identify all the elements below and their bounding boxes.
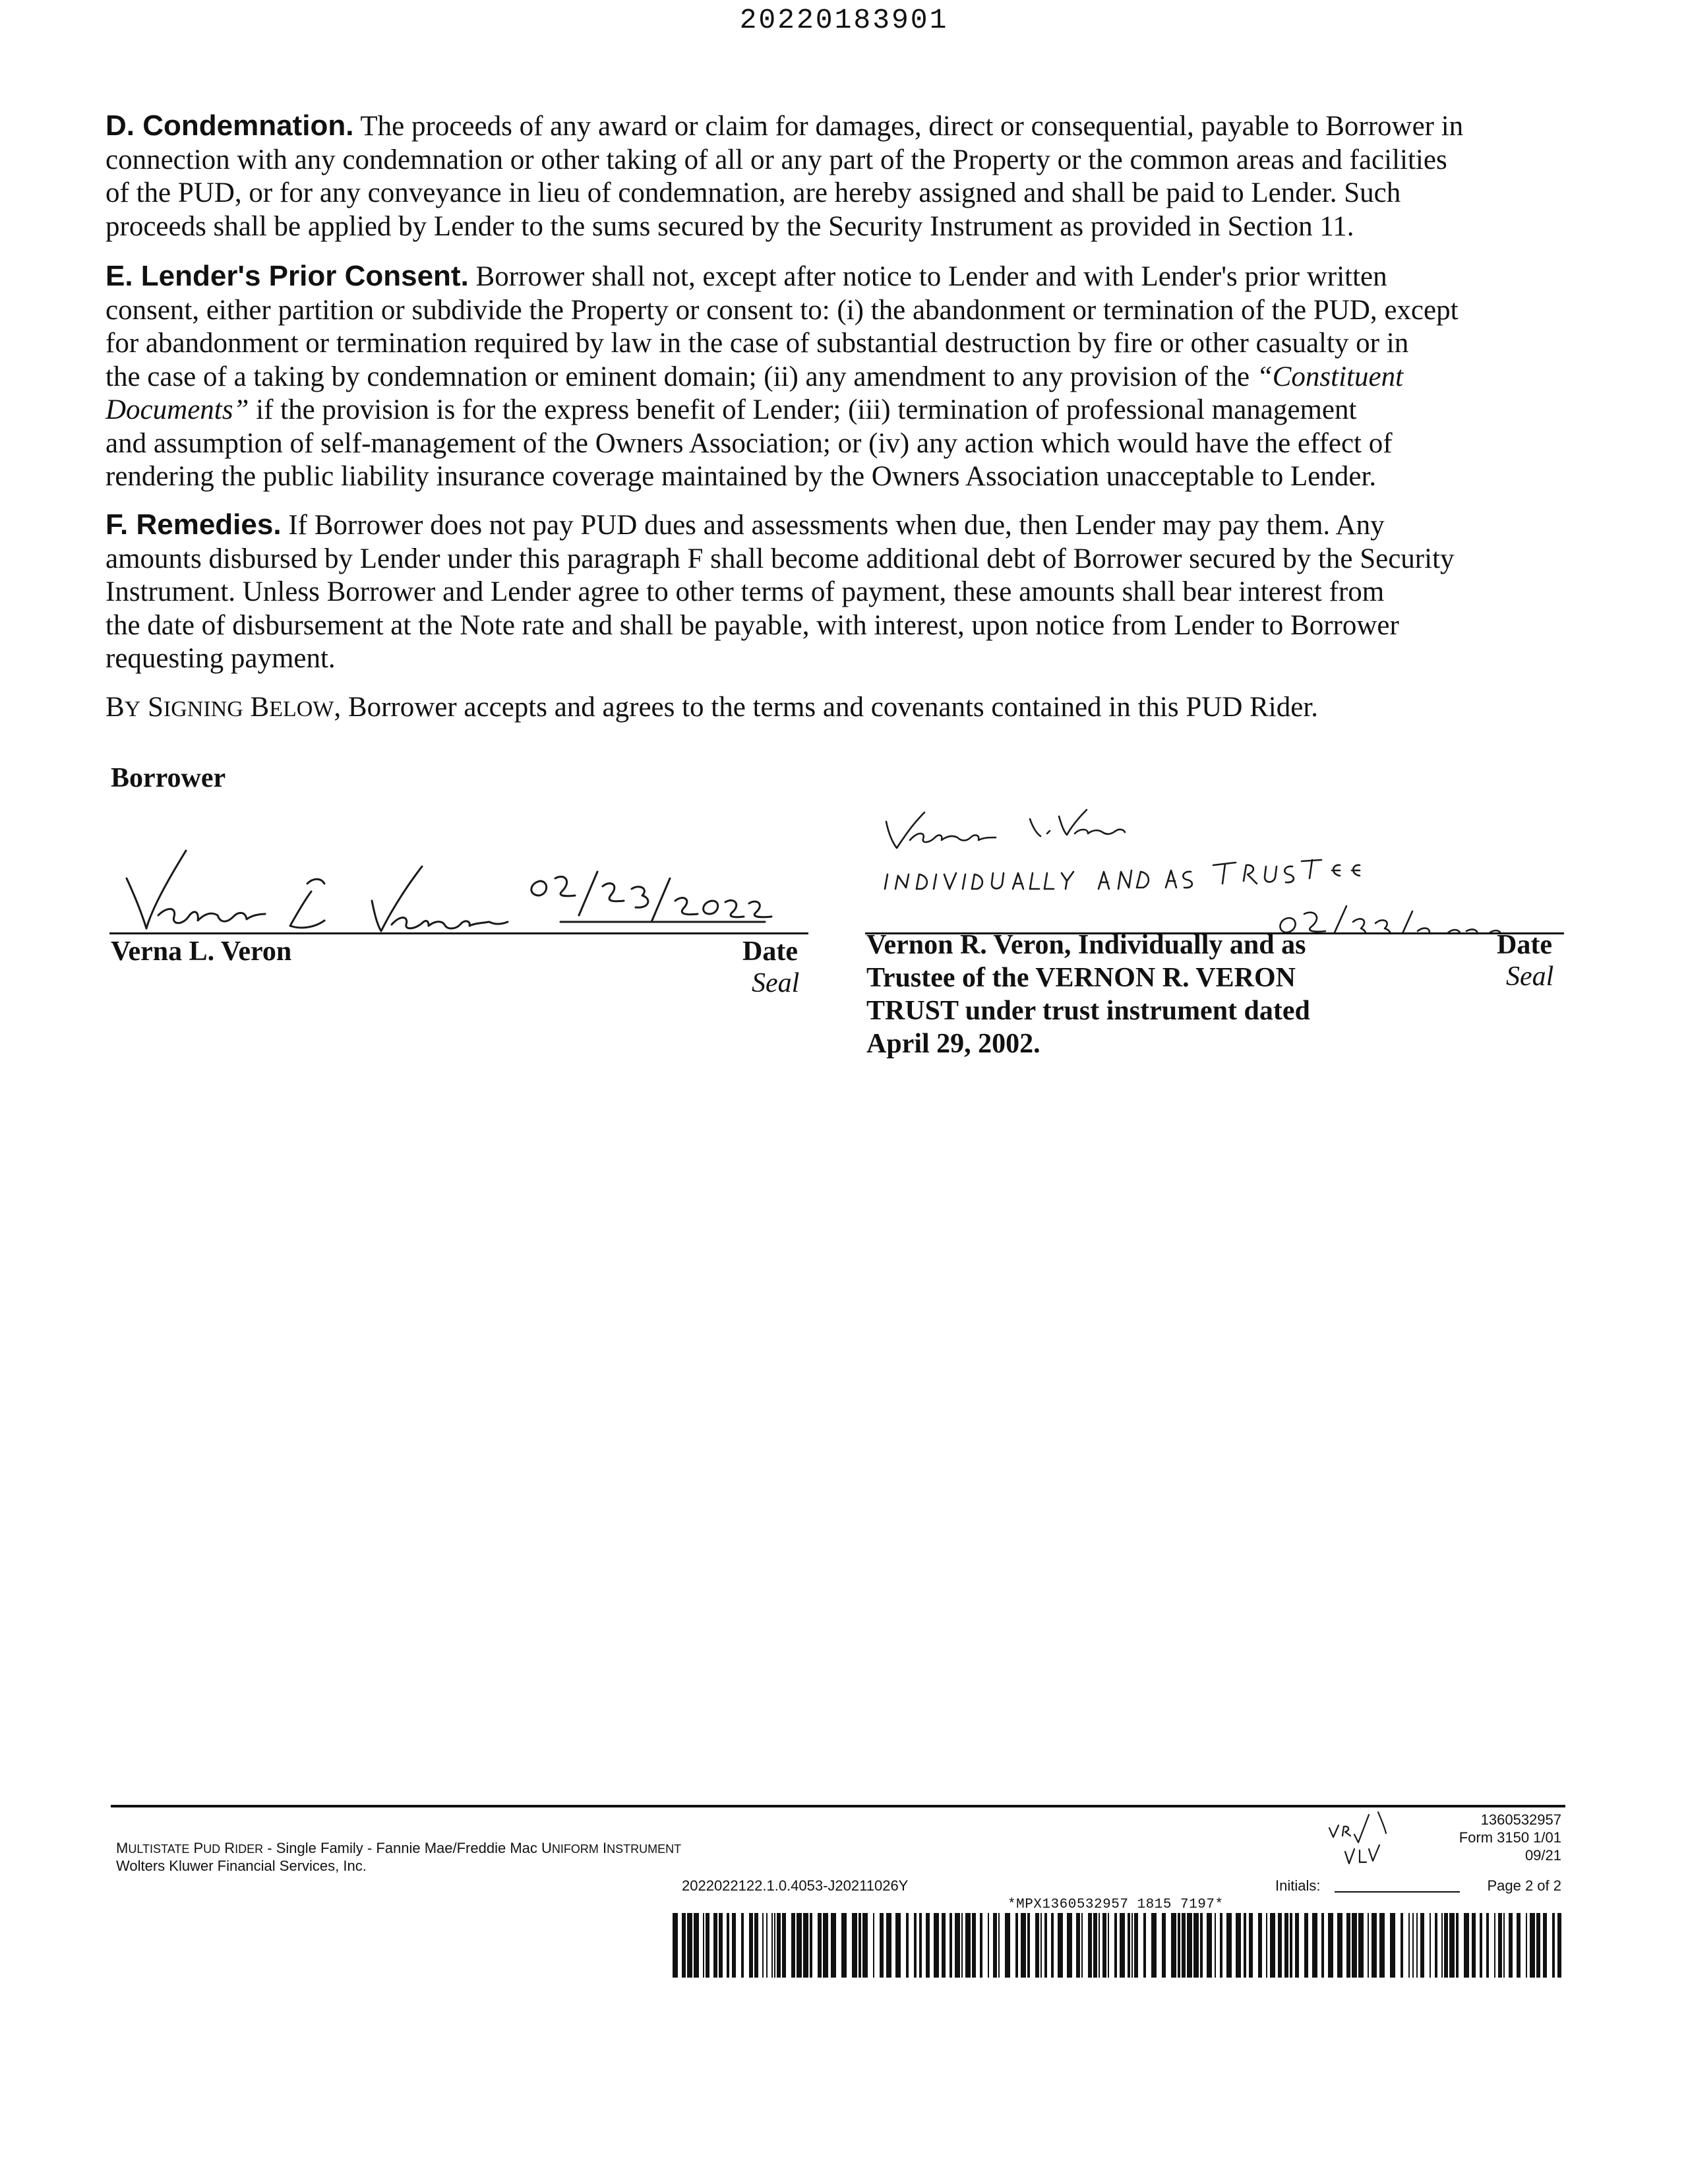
barcode-bar xyxy=(1408,1913,1410,1978)
barcode-bar xyxy=(926,1913,930,1978)
borrower-name-line: TRUST under trust instrument dated xyxy=(866,996,1310,1026)
barcode-bar xyxy=(1420,1913,1424,1978)
barcode-bar xyxy=(1088,1913,1092,1978)
barcode-bar xyxy=(741,1913,744,1978)
borrower-name-line: April 29, 2002. xyxy=(866,1029,1040,1059)
borrower-label: Borrower xyxy=(111,763,226,793)
section-text: Instrument. Unless Borrower and Lender agree to other terms of payment, these amounts shall bear interest from xyxy=(106,576,1385,607)
barcode-bar xyxy=(803,1913,808,1978)
barcode-bar xyxy=(1270,1913,1275,1978)
barcode-bar xyxy=(766,1913,768,1978)
barcode-bar xyxy=(965,1913,971,1978)
barcode-bar xyxy=(1498,1913,1502,1978)
barcode-bar xyxy=(1226,1913,1232,1978)
barcode-bar xyxy=(1182,1913,1186,1978)
barcode-bar xyxy=(713,1913,717,1978)
barcode-bar xyxy=(1328,1913,1333,1978)
barcode-bar xyxy=(1530,1913,1535,1978)
signing-letter: B xyxy=(106,692,125,723)
barcode-bar xyxy=(906,1913,909,1978)
section-text: rendering the public liability insurance coverage maintained by the Owners Association unacceptable to Lender. xyxy=(106,461,1377,492)
barcode-bar xyxy=(732,1913,736,1978)
barcode-bar xyxy=(1040,1913,1042,1978)
barcode-bar xyxy=(1346,1913,1350,1978)
barcode-bar xyxy=(1171,1913,1176,1978)
barcode-bar xyxy=(919,1913,922,1978)
barcode-bar xyxy=(1543,1913,1547,1978)
section-text: If Borrower does not pay PUD dues and assessments when due, then Lender may pay them. Any xyxy=(281,510,1385,541)
barcode-bar xyxy=(998,1913,1000,1978)
barcode-bar xyxy=(1312,1913,1317,1978)
form-title-letter: P xyxy=(193,1840,204,1856)
section-text: amounts disbursed by Lender under this paragraph F shall become additional debt of Borrower secured by the Security xyxy=(106,543,1455,574)
barcode-image xyxy=(673,1913,1563,1978)
barcode-bar xyxy=(1035,1913,1039,1978)
barcode-bar xyxy=(862,1913,868,1978)
borrower-name-line: Trustee of the VERNON R. VERON xyxy=(866,963,1296,993)
barcode-bar xyxy=(972,1913,976,1978)
barcode-bar xyxy=(1021,1913,1026,1978)
section-text-italic: Documents” xyxy=(106,394,249,425)
footer-document-code: 2022022122.1.0.4053-J20211026Y xyxy=(682,1877,909,1894)
barcode-bar xyxy=(818,1913,822,1978)
barcode-bar xyxy=(1051,1913,1054,1978)
barcode-bar xyxy=(1358,1913,1364,1978)
barcode-bar xyxy=(1352,1913,1357,1978)
section-text: and assumption of self-management of the Owners Association; or (iv) any action which would have the effect of xyxy=(106,427,1393,459)
barcode-bar xyxy=(1517,1913,1521,1978)
barcode-bar xyxy=(782,1913,786,1978)
barcode-bar xyxy=(1015,1913,1018,1978)
section-text: The proceeds of any award or claim for damages, direct or consequential, payable to Borrower in xyxy=(353,111,1464,142)
form-title-smallcap: NIFORM xyxy=(551,1842,599,1856)
barcode-bar xyxy=(1076,1913,1080,1978)
form-title-letter: I xyxy=(603,1840,607,1856)
barcode-bar xyxy=(762,1913,764,1978)
barcode-bar xyxy=(1337,1913,1342,1978)
barcode-bar xyxy=(1526,1913,1527,1978)
barcode-bar xyxy=(797,1913,802,1978)
barcode-bar xyxy=(754,1913,758,1978)
barcode-bar xyxy=(1108,1913,1109,1978)
barcode-bar xyxy=(1143,1913,1146,1978)
handwritten-initials-image xyxy=(1325,1811,1424,1877)
barcode-bar xyxy=(988,1913,989,1978)
form-title-letter: M xyxy=(116,1840,129,1856)
barcode-bar xyxy=(1131,1913,1133,1978)
form-title-letter: U xyxy=(541,1840,552,1856)
barcode-bar xyxy=(774,1913,775,1978)
barcode-bar xyxy=(777,1913,781,1978)
barcode-bar xyxy=(993,1913,997,1978)
barcode-bar xyxy=(1236,1913,1241,1978)
barcode-bar xyxy=(1444,1913,1448,1978)
section-lenders-prior-consent xyxy=(106,260,1563,494)
barcode-bar xyxy=(873,1913,874,1978)
barcode-bar xyxy=(1401,1913,1403,1978)
form-title-letter: R xyxy=(224,1840,235,1856)
barcode-bar xyxy=(1220,1913,1222,1978)
barcode-bar xyxy=(1044,1913,1047,1978)
barcode-bar xyxy=(1368,1913,1369,1978)
document-number: 20220183901 xyxy=(739,4,949,36)
signing-smallcap: Y xyxy=(124,697,141,721)
barcode-bar xyxy=(682,1913,686,1978)
barcode-bar xyxy=(1249,1913,1253,1978)
footer-form-title xyxy=(116,1840,681,1857)
barcode-bar xyxy=(1099,1913,1100,1978)
barcode-bar xyxy=(1509,1913,1513,1978)
signing-letter: B xyxy=(250,692,270,723)
form-title-text: - Single Family - Fannie Mae/Freddie Mac xyxy=(263,1840,542,1856)
section-heading: F. Remedies. xyxy=(106,508,282,541)
signing-text: , Borrower accepts and agrees to the terms and covenants contained in this PUD Rider. xyxy=(334,692,1319,723)
barcode-bar xyxy=(1134,1913,1138,1978)
initials-line xyxy=(1335,1891,1460,1893)
barcode-bar xyxy=(1390,1913,1395,1978)
barcode-bar xyxy=(852,1913,857,1978)
barcode-bar xyxy=(1494,1913,1495,1978)
borrower-name-line: Vernon R. Veron, Individually and as xyxy=(866,930,1306,960)
barcode-bar xyxy=(1067,1913,1072,1978)
barcode-bar xyxy=(1093,1913,1097,1978)
barcode-bar xyxy=(1480,1913,1482,1978)
barcode-bar xyxy=(934,1913,939,1978)
barcode-bar xyxy=(1449,1913,1455,1978)
section-condemnation xyxy=(106,109,1563,243)
barcode-bar xyxy=(1120,1913,1125,1978)
barcode-bar xyxy=(1412,1913,1414,1978)
barcode-bar xyxy=(1321,1913,1324,1978)
signing-letter: S xyxy=(148,692,164,723)
initials-label: Initials: xyxy=(1275,1877,1321,1894)
form-title-smallcap: ULTISTATE xyxy=(128,1842,190,1856)
section-remedies xyxy=(106,508,1563,676)
barcode-bar xyxy=(1284,1913,1288,1978)
section-text: connection with any condemnation or other taking of all or any part of the Property or the common areas and facilities xyxy=(106,144,1447,175)
barcode-bar xyxy=(1536,1913,1540,1978)
section-text-italic: “Constituent xyxy=(1256,361,1404,392)
barcode-bar xyxy=(1503,1913,1505,1978)
barcode-bar xyxy=(771,1913,773,1978)
barcode-bar xyxy=(810,1913,812,1978)
barcode-bar xyxy=(727,1913,729,1978)
barcode-bar xyxy=(1258,1913,1262,1978)
section-text: for abandonment or termination required by law in the case of substantial destruction by fire or other casualty or in xyxy=(106,328,1409,359)
barcode-bar xyxy=(880,1913,884,1978)
section-text: the date of disbursement at the Note rate and shall be payable, with interest, upon notice from Lender to Borrower xyxy=(106,609,1399,641)
barcode-text: *MPX1360532957 1815 7197* xyxy=(1008,1897,1224,1912)
barcode-bar xyxy=(1486,1913,1489,1978)
barcode-bar xyxy=(955,1913,960,1978)
barcode-bar xyxy=(1278,1913,1282,1978)
barcode-bar xyxy=(673,1913,678,1978)
barcode-bar xyxy=(1435,1913,1437,1978)
signing-statement xyxy=(106,691,1563,727)
barcode-bar xyxy=(942,1913,946,1978)
barcode-bar xyxy=(859,1913,861,1978)
barcode-bar xyxy=(886,1913,891,1978)
barcode-bar xyxy=(1441,1913,1443,1978)
barcode-bar xyxy=(1416,1913,1418,1978)
barcode-bar xyxy=(1005,1913,1010,1978)
barcode-bar xyxy=(1200,1913,1203,1978)
barcode-bar xyxy=(1290,1913,1292,1978)
barcode-bar xyxy=(1215,1913,1216,1978)
form-title-smallcap: UD xyxy=(203,1842,221,1856)
footer-publisher: Wolters Kluwer Financial Services, Inc. xyxy=(116,1858,367,1874)
vernon-signature-image xyxy=(870,802,1569,934)
barcode-bar xyxy=(1114,1913,1117,1978)
barcode-bar xyxy=(831,1913,836,1978)
footer-divider xyxy=(111,1805,1565,1807)
barcode-bar xyxy=(1027,1913,1030,1978)
barcode-bar xyxy=(895,1913,901,1978)
signing-smallcap: ELOW xyxy=(269,697,334,721)
seal-label: Seal xyxy=(1506,961,1554,992)
barcode-bar xyxy=(1081,1913,1083,1978)
barcode-bar xyxy=(749,1913,753,1978)
section-text: the case of a taking by condemnation or eminent domain; (ii) any amendment to any provision of the xyxy=(106,361,1257,392)
barcode-bar xyxy=(1102,1913,1106,1978)
barcode-bar xyxy=(1193,1913,1199,1978)
barcode-bar xyxy=(914,1913,917,1978)
barcode-bar xyxy=(694,1913,699,1978)
barcode-bar xyxy=(950,1913,952,1978)
footer-page-number: Page 2 of 2 xyxy=(1487,1877,1561,1894)
date-label: Date xyxy=(1497,930,1552,960)
section-text: of the PUD, or for any conveyance in lieu of condemnation, are hereby assigned and shall be paid to Lender. Such xyxy=(106,177,1401,208)
barcode-bar xyxy=(1207,1913,1212,1978)
barcode-bar xyxy=(841,1913,847,1978)
verna-signature-image xyxy=(112,837,811,936)
barcode-bar xyxy=(791,1913,795,1978)
borrower-name-block xyxy=(866,928,1407,1060)
barcode-bar xyxy=(1379,1913,1385,1978)
barcode-bar xyxy=(1295,1913,1299,1978)
signing-smallcap: IGNING xyxy=(163,697,243,721)
barcode-bar xyxy=(1151,1913,1157,1978)
signature-line xyxy=(109,932,808,934)
barcode-bar xyxy=(1304,1913,1308,1978)
barcode-bar xyxy=(980,1913,982,1978)
barcode-bar xyxy=(1372,1913,1377,1978)
barcode-bar xyxy=(1058,1913,1063,1978)
form-title-smallcap: NSTRUMENT xyxy=(607,1842,682,1856)
barcode-bar xyxy=(706,1913,709,1978)
section-heading: D. Condemnation. xyxy=(106,109,354,142)
barcode-bar xyxy=(1162,1913,1166,1978)
section-text: if the provision is for the express benefit of Lender; (iii) termination of professional management xyxy=(249,394,1357,425)
footer-form-number: Form 3150 1/01 xyxy=(1459,1829,1561,1846)
barcode-bar xyxy=(1178,1913,1180,1978)
barcode-bar xyxy=(719,1913,723,1978)
form-title-smallcap: IDER xyxy=(235,1842,264,1856)
barcode-bar xyxy=(823,1913,828,1978)
barcode-bar xyxy=(961,1913,963,1978)
seal-label: Seal xyxy=(752,968,800,998)
barcode-bar xyxy=(1244,1913,1246,1978)
barcode-bar xyxy=(1266,1913,1267,1978)
barcode-bar xyxy=(687,1913,692,1978)
barcode-bar xyxy=(1557,1913,1561,1978)
section-text: requesting payment. xyxy=(106,643,336,674)
barcode-bar xyxy=(1187,1913,1192,1978)
date-label: Date xyxy=(742,936,798,967)
section-heading: E. Lender's Prior Consent. xyxy=(106,260,469,292)
barcode-bar xyxy=(1128,1913,1130,1978)
borrower-name: Verna L. Veron xyxy=(111,936,292,967)
section-text: Borrower shall not, except after notice to Lender and with Lender's prior written xyxy=(468,261,1387,292)
section-text: consent, either partition or subdivide the Property or consent to: (i) the abandonment or termination of the PUD, except xyxy=(106,294,1459,326)
footer-loan-number: 1360532957 xyxy=(1480,1811,1561,1828)
footer-revision: 09/21 xyxy=(1524,1847,1561,1864)
barcode-bar xyxy=(1456,1913,1459,1978)
barcode-bar xyxy=(1472,1913,1476,1978)
section-text: proceeds shall be applied by Lender to the sums secured by the Security Instrument as provided in Section 11. xyxy=(106,210,1354,242)
barcode-bar xyxy=(703,1913,704,1978)
barcode-bar xyxy=(1464,1913,1469,1978)
barcode-bar xyxy=(1552,1913,1555,1978)
barcode-bar xyxy=(1430,1913,1431,1978)
